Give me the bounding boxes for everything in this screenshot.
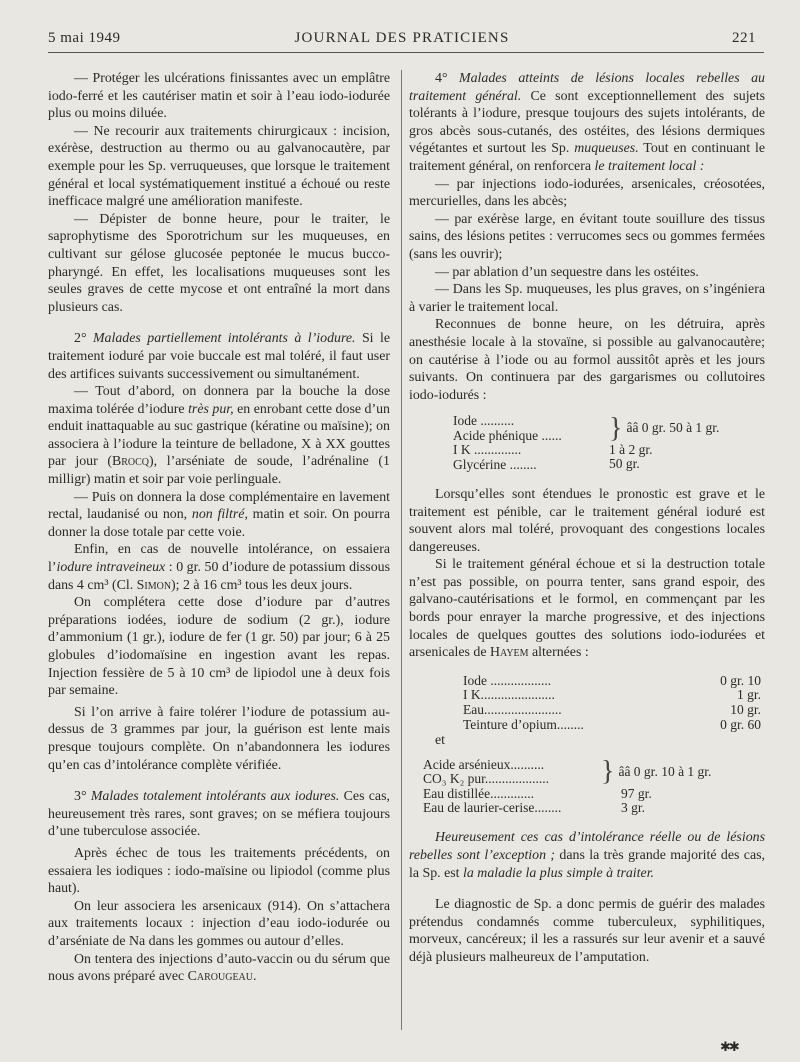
emphasis: muqueuses. — [574, 141, 639, 157]
formula-row — [463, 703, 765, 718]
text: . — [253, 969, 257, 985]
paragraph: — par ablation d’un sequestre dans les ostéites. — [435, 264, 699, 280]
section-heading: Malades atteints de lésions locales rebelles au traitement général. — [409, 71, 765, 104]
quantity: 0 gr. 60 — [720, 716, 761, 732]
quantity: ââ 0 gr. 50 à 1 gr. — [626, 420, 720, 436]
author-name: Simon — [136, 577, 172, 593]
ingredient: I K .............. — [453, 442, 522, 458]
paragraph-text: Si le traitement ioduré par voie buccale est mal toléré, il faut user des artifices suivants successivement ou simultanément. — [48, 331, 390, 382]
text: Enfin, en cas de nouvelle intolérance, on essaiera l’ — [48, 542, 390, 576]
text: On tentera des injections d’auto-vaccin ou du sérum que nous avons préparé avec — [48, 951, 390, 985]
text: dans la très grande majorité des cas, la Sp. est — [409, 848, 766, 881]
ingredient: Eau de laurier-cerise........ — [423, 800, 562, 816]
conjunction: et — [435, 733, 446, 749]
formula-ingredients — [453, 414, 603, 472]
formula-row — [463, 718, 765, 733]
formula-ingredients — [423, 758, 601, 816]
text: ); 2 à 16 cm³ tous les deux jours. — [171, 577, 353, 593]
paragraph: — Dans les Sp. muqueuses, les plus graves, on s’ingéniera à varier le traitement local. — [409, 282, 765, 315]
paragraph: Lorsqu’elles sont étendues le pronostic est grave et le traitement est pénible, car le traitement général ioduré est souvent alors mal toléré, provoquant des congestions locales dangereuses. — [409, 486, 765, 555]
text: alternées : — [528, 645, 589, 661]
emphasis: iodure intraveineux — [56, 560, 166, 576]
ingredient: Iode .......... — [453, 413, 515, 429]
quantity: 10 gr. — [730, 702, 761, 718]
emphasis: Heureusement ces cas d’intolérance réelle ou de lésions rebelles sont l’exception ; — [409, 830, 765, 864]
quantity: 50 gr. — [609, 456, 640, 472]
gargle-formula — [409, 414, 765, 472]
paragraph: — Ne recourir aux traitements chirurgicaux : incision, exérèse, destruction au thermo ou au galvanocautère, par exemple pour les Sp. verruqueuses, que lorsque le traitement général et local systématiquement institué a échoué ou reste inefficace malgré une amélioration manifeste. — [48, 123, 390, 210]
text: Ce sont exceptionnellement des sujets tolérants à l’iodure, presque toujours des sujets intolérants, de gros abcès sous-cutanés, des ostéites, des lésions dermiques végétantes et surtout les Sp. — [409, 88, 765, 157]
section-3-paragraph — [48, 788, 390, 841]
paragraph: — Dépister de bonne heure, pour le traiter, le saprophytisme des Sporotrichum sur les muqueuses, en cultivant sur gélose glucosée peptonée le mucus bucco-pharyngé. En effet, les localisations muqueuses sont les seules graves de cette mycose et ont entraîné la mort dans plusieurs cas. — [48, 211, 390, 315]
ingredient: Acide phénique ...... — [453, 427, 562, 443]
section-number: 2° — [74, 331, 87, 347]
paragraph: Reconnues de bonne heure, on les détruira, après anesthésie locale à la stovaïne, si possible au galvanocautère; on cautérise à l’iode ou au formol aussitôt après et les jours suivants. On continuera par des gargarismes ou collutoires iodo-iodurés : — [409, 317, 765, 403]
section-4-paragraph — [409, 70, 765, 176]
brace-glyph: } — [609, 412, 623, 444]
author-name: Hayem — [489, 645, 529, 661]
section-number: 3° — [74, 789, 87, 805]
ingredient: Teinture d’opium........ — [463, 716, 584, 732]
section-number: 4° — [435, 71, 448, 86]
formula-row — [463, 674, 765, 689]
brace-glyph: } — [601, 756, 615, 788]
paragraph — [409, 556, 765, 662]
formula-quantities — [603, 414, 719, 472]
conclusion-paragraph — [409, 829, 765, 882]
paragraph: — par injections iodo-iodurées, arsenicales, créosotées, mercurielles, dans les abcès; — [409, 176, 765, 210]
paragraph — [48, 951, 390, 986]
ingredient: I K...................... — [463, 687, 555, 703]
journal-title: JOURNAL DES PRATICIENS — [294, 30, 510, 46]
paragraph — [48, 489, 390, 542]
end-ornament: ✱✱ — [720, 1040, 738, 1055]
ingredient: Eau....................... — [463, 702, 562, 718]
paragraph-text: Ces cas, heureusement très rares, sont graves; on se méfiera toujours d’une tuberculose associée. — [48, 789, 390, 840]
ingredient: Acide arsénieux.......... — [423, 756, 545, 772]
text: en enrobant cette dose d’un enduit inattaquable au suc gastrique (kératine ou maïsine); on associera à l’iodure la teinture de belladone, X à XX gouttes par jour ( — [48, 401, 390, 470]
emphasis: la maladie la plus simple à traiter. — [463, 865, 655, 881]
paragraph: Après échec de tous les traitements précédents, on essaiera les iodiques : iodo-maïsine ou lipiodol (comme plus haut). — [48, 845, 390, 897]
paragraph — [48, 541, 390, 594]
issue-date: 5 mai 1949 — [48, 30, 121, 46]
formula-quantities — [601, 758, 711, 816]
quantity: 1 à 2 gr. — [609, 442, 653, 458]
quantity: 1 gr. — [736, 687, 761, 703]
text: — Tout d’abord, on donnera par la bouche la dose maxima tolérée d’iodure — [48, 384, 390, 417]
iodine-solution-formula — [463, 674, 765, 732]
text: — Puis on donnera la dose complémentaire en lavement rectal, laudanisé ou non, — [48, 489, 390, 523]
quantity: 97 gr. — [621, 785, 652, 801]
running-header — [48, 26, 756, 50]
ingredient: Glycérine ........ — [453, 456, 537, 472]
quantity: ââ 0 gr. 10 à 1 gr. — [618, 764, 712, 779]
text: Tout en continuant le traitement général, on renforcera — [409, 141, 765, 174]
quantity: 0 gr. 10 — [720, 672, 761, 688]
text: : 0 gr. 50 d’iodure de potassium dissous dans 4 cm³ (Cl. — [48, 560, 391, 593]
emphasis: non filtré, — [191, 507, 248, 523]
ingredient: Iode .................. — [463, 672, 552, 688]
right-column — [409, 70, 765, 967]
text: ), l’arséniate de soude, l’adrénaline (1 milligr) matin et soir par voie perlinguale. — [48, 454, 390, 488]
ingredient: Eau distillée............. — [423, 785, 534, 801]
ingredient: CO₃ K₂ pur................... — [423, 771, 550, 787]
arsenical-solution-formula — [423, 758, 765, 816]
header-rule — [48, 52, 764, 53]
paragraph: Le diagnostic de Sp. a donc permis de guérir des malades prétendus condamnés comme tuberculeux, syphilitiques, morveux, cancéreux; il les a rassurés sur leur avenir et a sauvé déjà plusieurs malheureux de l’amputation. — [409, 897, 765, 965]
section-2-paragraph — [48, 330, 390, 383]
column-divider — [401, 70, 402, 1030]
section-heading: Malades totalement intolérants aux iodures. — [90, 789, 340, 805]
author-name: Carougeau — [187, 969, 253, 985]
paragraph — [48, 383, 390, 489]
paragraph: On complétera cette dose d’iodure par d’autres préparations iodées, iodure de sodium (2 gr.), iodure d’ammonium (1 gr.), iodure de fer (1 gr. 50) par jour; 6 à 25 globules d’iodomaïsine en ingestion avant les repas. Injection fessière de 5 à 10 cm³ de lipiodol une à deux fois par semaine. — [48, 595, 390, 699]
left-column — [48, 70, 390, 986]
formula-row — [463, 688, 765, 703]
emphasis: très pur, — [188, 401, 234, 417]
page-number: 221 — [732, 30, 756, 46]
text: matin et soir. On pourra donner la dose totale par cette voie. — [48, 507, 391, 540]
quantity: 3 gr. — [621, 800, 646, 816]
emphasis: le traitement local : — [594, 158, 705, 174]
author-name: Brocq — [111, 454, 150, 470]
paragraph: — Protéger les ulcérations finissantes avec un emplâtre iodo-ferré et les cautériser matin et soir à l’eau iodo-iodurée plus ou moins diluée. — [48, 71, 390, 122]
paragraph: — par exérèse large, en évitant toute souillure des tissus sains, des lésions petites : verrucomes secs ou gommes fermées (sans les ouvrir); — [409, 211, 765, 262]
text: Si le traitement général échoue et si la destruction totale n’est pas possible, on pourra tenter, sans grand espoir, des galvano-cautérisations et le formol, en commençant par les bords pour enrayer la marche progressive, et des injections locales de quelques gouttes des solutions iodo-iodurées et arsenicales de — [409, 557, 765, 661]
section-heading: Malades partiellement intolérants à l’iodure. — [92, 331, 356, 347]
paragraph: On leur associera les arsenicaux (914). On s’attachera aux traitements locaux : injection d’eau iodo-iodurée ou d’arséniate de Na dans les gommes ou autour d’elles. — [48, 898, 390, 949]
paragraph: Si l’on arrive à faire tolérer l’iodure de potassium au-dessus de 3 grammes par jour, la guérison est lente mais presque toujours complète. On n’abandonnera les iodures qu’en cas d’intolérance complète vérifiée. — [48, 704, 390, 773]
